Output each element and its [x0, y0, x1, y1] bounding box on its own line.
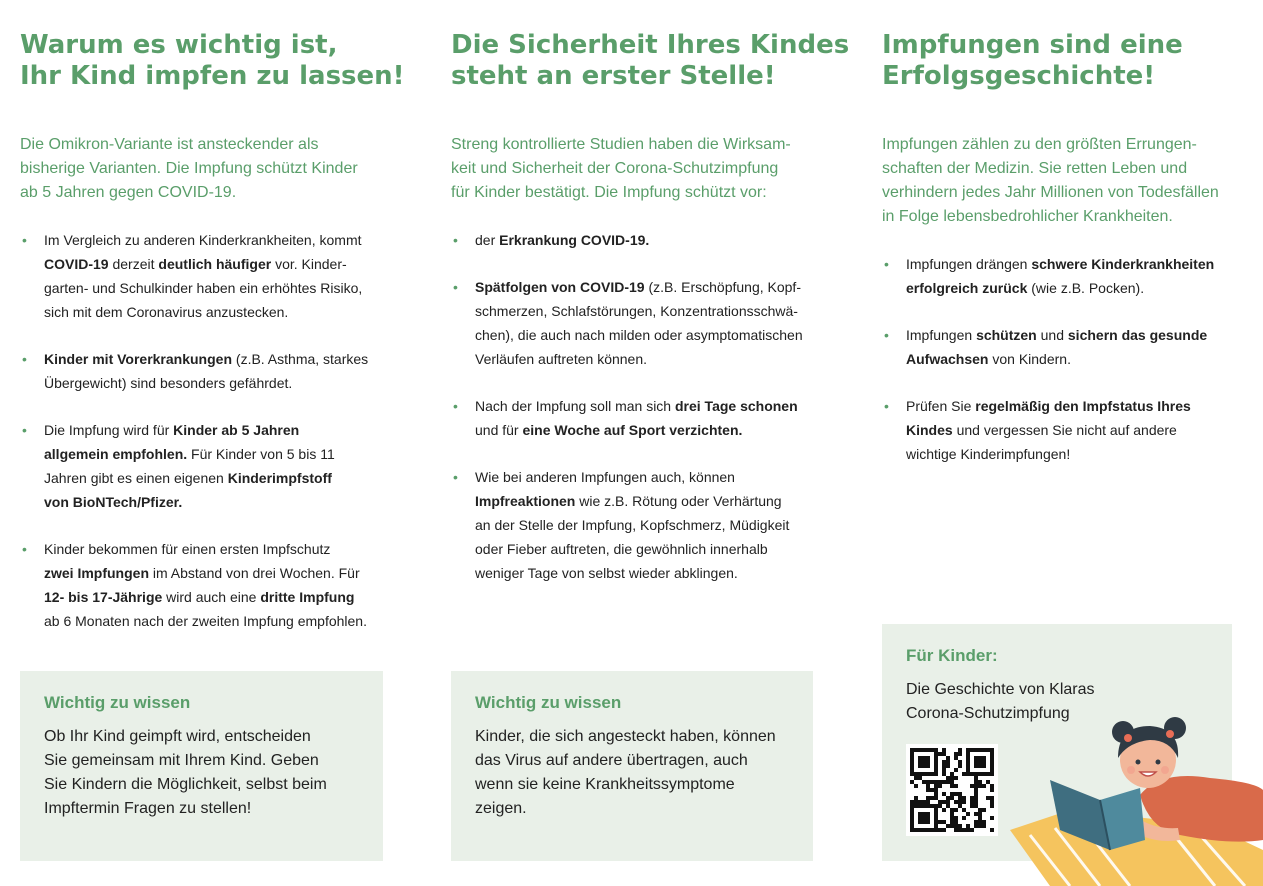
text: Für Kinder von 5 bis 11: [187, 446, 335, 462]
bold-text: von BioNTech/Pfizer.: [44, 494, 183, 510]
text: sich mit dem Coronavirus anzustecken.: [44, 304, 289, 320]
bullet-line: [475, 489, 821, 513]
bullet-dot-icon: •: [22, 541, 27, 557]
bullet-line: [475, 228, 821, 252]
info-line: zeigen.: [475, 800, 527, 817]
bullet-line: [44, 252, 390, 276]
bold-text: schützen: [976, 327, 1037, 343]
bullet-list: [451, 228, 821, 608]
heading-safety: [451, 30, 851, 92]
bullet-list: [20, 228, 390, 656]
text: der: [475, 232, 500, 248]
intro-line: für Kinder bestätigt. Die Impfung schützt vor:: [451, 184, 767, 201]
bullet-item: [20, 347, 390, 395]
bullet-list: [882, 252, 1252, 489]
text: Wie bei anderen Impfungen auch, können: [475, 469, 735, 485]
kids-box-title: Für Kinder:: [906, 646, 998, 665]
bullet-line: [475, 561, 821, 585]
bullet-line: [906, 252, 1252, 276]
bullet-dot-icon: •: [453, 469, 458, 485]
heading-success: [882, 30, 1263, 92]
text: Im Vergleich zu anderen Kinderkrankheiten, kommt: [44, 232, 362, 248]
text: Kinder bekommen für einen ersten Impfschutz: [44, 541, 331, 557]
text: (z.B. Erschöpfung, Kopf-: [644, 279, 801, 295]
bullet-line: [44, 466, 390, 490]
text: oder Fieber auftreten, die gewöhnlich innerhalb: [475, 541, 768, 557]
heading-line: Die Sicherheit Ihres Kindes: [451, 30, 850, 60]
intro-text: [20, 133, 390, 205]
bullet-line: [475, 465, 821, 489]
bullet-line: [475, 418, 821, 442]
qr-code-icon[interactable]: [906, 744, 998, 836]
intro-line: keit und Sicherheit der Corona-Schutzimpfung: [451, 160, 779, 177]
bullet-line: [475, 275, 821, 299]
text: Übergewicht) sind besonders gefährdet.: [44, 375, 293, 391]
text: derzeit: [108, 256, 159, 272]
intro-line: ab 5 Jahren gegen COVID-19.: [20, 184, 237, 201]
bullet-line: [44, 347, 390, 371]
bullet-line: [906, 276, 1252, 300]
intro-line: Streng kontrollierte Studien haben die Wirksam-: [451, 136, 791, 153]
text: chen), die auch nach milden oder asymptomatischen: [475, 327, 803, 343]
bullet-line: [906, 418, 1252, 442]
info-box-text: [44, 725, 327, 821]
bold-text: Kinder ab 5 Jahren: [173, 422, 300, 438]
bullet-line: [44, 609, 390, 633]
bullet-dot-icon: •: [453, 398, 458, 414]
text: und vergessen Sie nicht auf andere: [952, 422, 1177, 438]
text: Nach der Impfung soll man sich: [475, 398, 675, 414]
text: und für: [475, 422, 523, 438]
text: Impfungen drängen: [906, 256, 1032, 272]
kids-line: Corona-Schutzimpfung: [906, 705, 1070, 722]
bullet-line: [44, 418, 390, 442]
bold-text: Spätfolgen von COVID-19: [475, 279, 645, 295]
text: im Abstand von drei Wochen. Für: [149, 565, 360, 581]
text: und: [1036, 327, 1068, 343]
intro-line: in Folge lebensbedrohlicher Krankheiten.: [882, 208, 1173, 225]
info-box: [20, 671, 383, 861]
text: vor. Kinder-: [271, 256, 347, 272]
info-line: wenn sie keine Krankheitssymptome: [475, 776, 735, 793]
bullet-line: [44, 371, 390, 395]
heading-line: Impfungen sind eine: [882, 30, 1183, 60]
bold-text: sichern das gesunde: [1067, 327, 1208, 343]
info-line: Ob Ihr Kind geimpft wird, entscheiden: [44, 728, 311, 745]
bullet-line: [475, 299, 821, 323]
text: an der Stelle der Impfung, Kopfschmerz, Müdigkeit: [475, 517, 790, 533]
text: wird auch eine: [162, 589, 261, 605]
info-line: Kinder, die sich angesteckt haben, können: [475, 728, 776, 745]
bullet-item: [451, 275, 821, 371]
info-line: Sie gemeinsam mit Ihrem Kind. Geben: [44, 752, 319, 769]
info-box: [451, 671, 813, 861]
bold-text: zwei Impfungen: [44, 565, 149, 581]
info-line: das Virus auf andere übertragen, auch: [475, 752, 748, 769]
text: Die Impfung wird für: [44, 422, 174, 438]
info-box-title: Wichtig zu wissen: [475, 693, 622, 712]
text: Jahren gibt es einen eigenen: [44, 470, 228, 486]
heading-line: Ihr Kind impfen zu lassen!: [20, 61, 405, 91]
info-line: Sie Kindern die Möglichkeit, selbst beim: [44, 776, 327, 793]
heading-why: [20, 30, 420, 92]
heading-line: Erfolgsgeschichte!: [882, 61, 1156, 91]
bullet-line: [475, 347, 821, 371]
bullet-line: [44, 561, 390, 585]
bold-text: 12- bis 17-Jährige: [44, 589, 163, 605]
bullet-item: [20, 537, 390, 633]
text: wie z.B. Rötung oder Verhärtung: [575, 493, 782, 509]
bullet-dot-icon: •: [22, 351, 27, 367]
bold-text: erfolgreich zurück: [906, 280, 1028, 296]
text: Prüfen Sie: [906, 398, 976, 414]
bullet-dot-icon: •: [884, 327, 889, 343]
heading-line: steht an erster Stelle!: [451, 61, 776, 91]
bullet-line: [906, 347, 1252, 371]
bullet-line: [475, 323, 821, 347]
heading-line: Warum es wichtig ist,: [20, 30, 338, 60]
bullet-dot-icon: •: [22, 232, 27, 248]
bold-text: Kinder mit Vorerkrankungen: [44, 351, 233, 367]
bold-text: Kinderimpfstoff: [227, 470, 332, 486]
bold-text: deutlich häufiger: [158, 256, 272, 272]
text: garten- und Schulkinder haben ein erhöhtes Risiko,: [44, 280, 363, 296]
intro-line: Impfungen zählen zu den größten Errungen-: [882, 136, 1197, 153]
bullet-item: [882, 252, 1252, 300]
bullet-line: [475, 537, 821, 561]
bullet-line: [475, 394, 821, 418]
text: schmerzen, Schlafstörungen, Konzentrationsschwä-: [475, 303, 798, 319]
bullet-dot-icon: •: [22, 422, 27, 438]
bullet-dot-icon: •: [453, 232, 458, 248]
text: von Kindern.: [988, 351, 1071, 367]
bold-text: eine Woche auf Sport verzichten.: [522, 422, 743, 438]
intro-line: bisherige Varianten. Die Impfung schützt Kinder: [20, 160, 358, 177]
info-box-text: [475, 725, 776, 821]
bold-text: dritte Impfung: [260, 589, 355, 605]
bullet-line: [906, 394, 1252, 418]
bullet-item: [451, 228, 821, 252]
intro-line: Die Omikron-Variante ist ansteckender als: [20, 136, 319, 153]
bullet-line: [44, 300, 390, 324]
kids-line: Die Geschichte von Klaras: [906, 681, 1095, 698]
bold-text: regelmäßig den Impfstatus Ihres: [975, 398, 1191, 414]
text: Impfungen: [906, 327, 977, 343]
bullet-item: [451, 394, 821, 442]
bold-text: Aufwachsen: [906, 351, 989, 367]
bullet-item: [20, 228, 390, 324]
text: (wie z.B. Pocken).: [1027, 280, 1145, 296]
info-line: Impftermin Fragen zu stellen!: [44, 800, 252, 817]
bullet-dot-icon: •: [884, 256, 889, 272]
intro-text: [451, 133, 821, 205]
intro-line: verhindern jedes Jahr Millionen von Todesfällen: [882, 184, 1219, 201]
bold-text: schwere Kinderkrankheiten: [1031, 256, 1215, 272]
text: weniger Tage von selbst wieder abklingen.: [475, 565, 738, 581]
bold-text: COVID-19: [44, 256, 109, 272]
bullet-line: [906, 442, 1252, 466]
bullet-item: [882, 323, 1252, 371]
bold-text: drei Tage schonen: [674, 398, 798, 414]
text: ab 6 Monaten nach der zweiten Impfung empfohlen.: [44, 613, 367, 629]
bullet-dot-icon: •: [453, 279, 458, 295]
bullet-item: [20, 418, 390, 514]
text: (z.B. Asthma, starkes: [232, 351, 369, 367]
bullet-line: [44, 442, 390, 466]
bullet-line: [906, 323, 1252, 347]
bullet-item: [882, 394, 1252, 466]
bullet-line: [44, 585, 390, 609]
intro-text: [882, 133, 1252, 229]
bold-text: Kindes: [906, 422, 953, 438]
text: Verläufen auftreten können.: [475, 351, 648, 367]
bullet-line: [44, 490, 390, 514]
bold-text: allgemein empfohlen.: [44, 446, 188, 462]
bullet-line: [44, 228, 390, 252]
girl-reading-illustration: [1010, 700, 1263, 886]
bullet-item: [451, 465, 821, 585]
bold-text: Impfreaktionen: [475, 493, 576, 509]
intro-line: schaften der Medizin. Sie retten Leben und: [882, 160, 1188, 177]
info-box-title: Wichtig zu wissen: [44, 693, 191, 712]
bullet-line: [44, 276, 390, 300]
bullet-line: [475, 513, 821, 537]
bullet-line: [44, 537, 390, 561]
bold-text: Erkrankung COVID-19.: [499, 232, 650, 248]
text: wichtige Kinderimpfungen!: [906, 446, 1071, 462]
bullet-dot-icon: •: [884, 398, 889, 414]
